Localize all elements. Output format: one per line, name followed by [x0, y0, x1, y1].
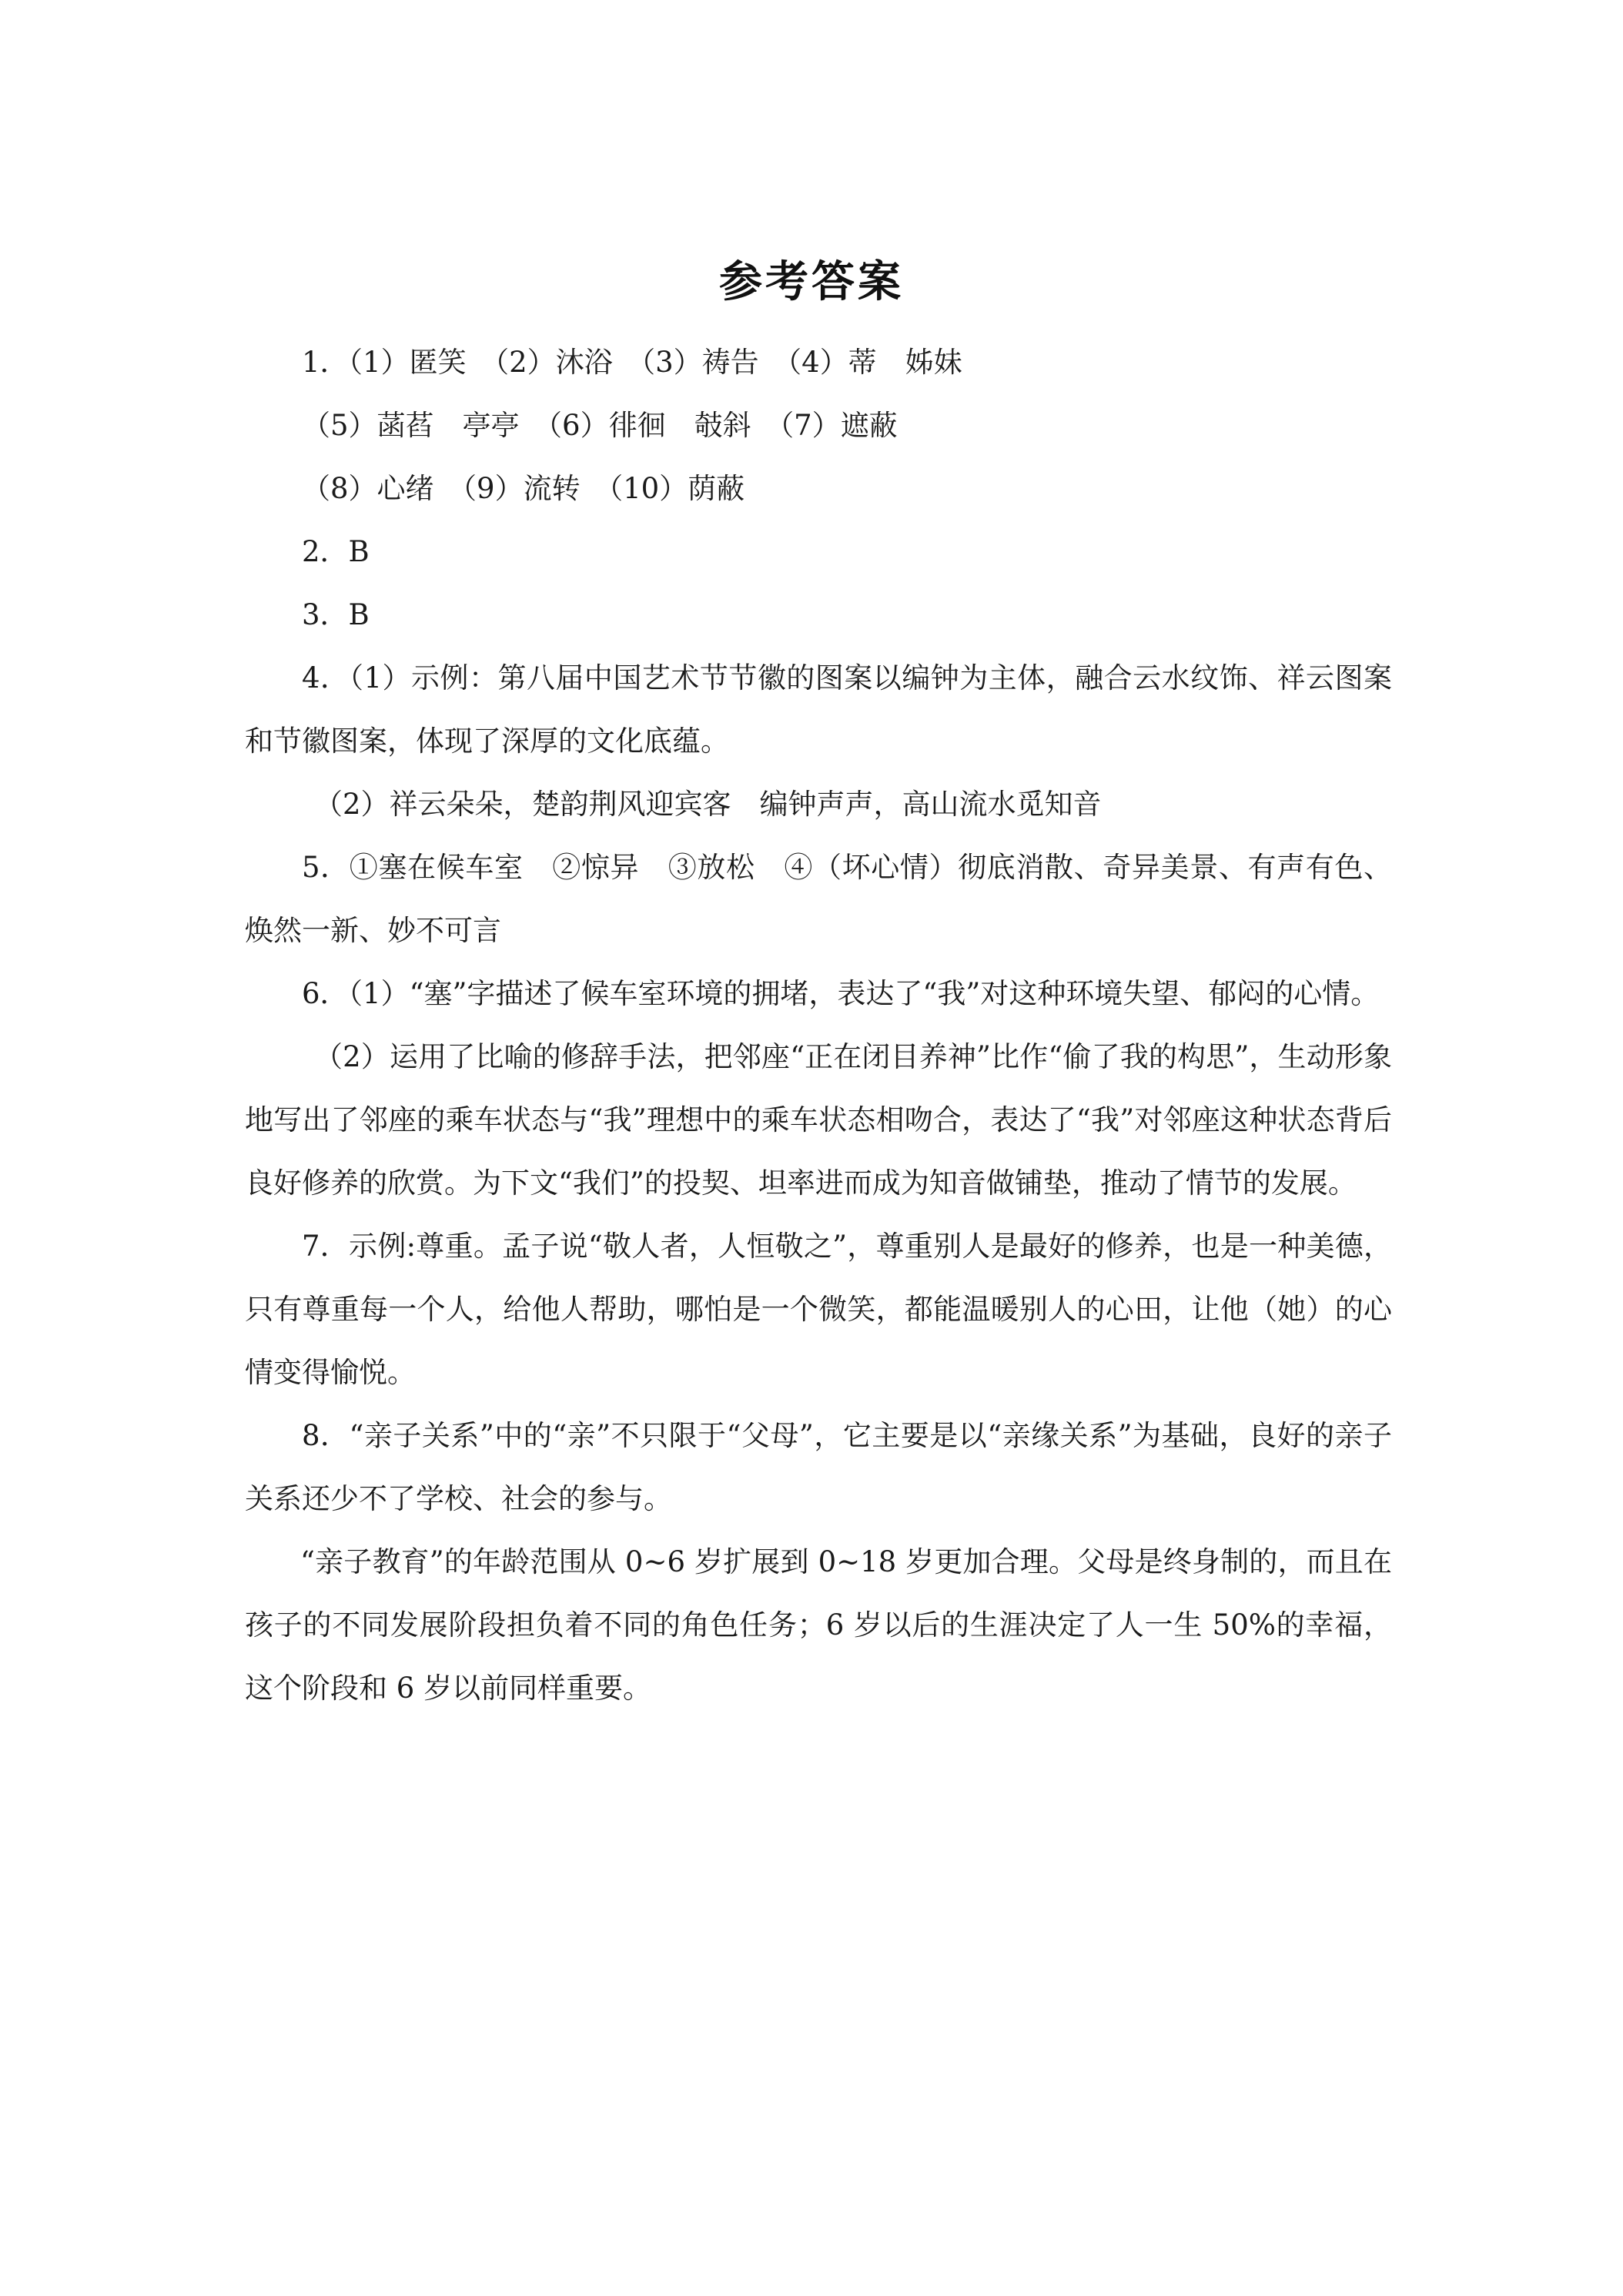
answer-7: 7．示例:尊重。孟子说“敬人者，人恒敬之”，尊重别人是最好的修养，也是一种美德，只有尊重每一个人，给他人帮助，哪怕是一个微笑，都能温暖别人的心田，让他（她）的心情变得愉悦。	[245, 1230, 1392, 1389]
answer-4-part-1: 4．（1）示例：第八届中国艺术节节徽的图案以编钟为主体，融合云水纹饰、祥云图案和节徽图案，体现了深厚的文化底蕴。	[245, 661, 1392, 758]
answer-1-line-3: （8）心绪 （9）流转 （10）荫蔽	[302, 472, 745, 505]
answer-8-continued: “亲子教育”的年龄范围从 0~6 岁扩展到 0~18 岁更加合理。父母是终身制的，而且在孩子的不同发展阶段担负着不同的角色任务；6 岁以后的生涯决定了人一生 50%的幸福，这个阶段和 6 岁以前同样重要。	[245, 1545, 1392, 1705]
answer-8: 8．“亲子关系”中的“亲”不只限于“父母”，它主要是以“亲缘关系”为基础，良好的亲子关系还少不了学校、社会的参与。	[245, 1419, 1392, 1515]
answer-5: 5．①塞在候车室 ②惊异 ③放松 ④（坏心情）彻底消散、奇异美景、有声有色、焕然一新、妙不可言	[245, 851, 1392, 947]
answer-3: 3．B	[302, 598, 370, 631]
page-title: 参考答案	[719, 257, 904, 307]
answer-body	[245, 331, 1392, 1720]
answer-6-part-1: 6．（1）“塞”字描述了候车室环境的拥堵，表达了“我”对这种环境失望、郁闷的心情。	[302, 977, 1380, 1010]
answer-2: 2．B	[302, 535, 370, 568]
answer-1-line-2: （5）菡萏 亭亭 （6）徘徊 攲斜 （7）遮蔽	[302, 409, 898, 442]
answer-4-part-2: （2）祥云朵朵，楚韵荆风迎宾客 编钟声声，高山流水觅知音	[314, 788, 1102, 821]
answer-1-line-1: 1．（1）匿笑 （2）沐浴 （3）祷告 （4）蒂 姊妹	[302, 346, 962, 379]
answer-6-part-2: （2）运用了比喻的修辞手法，把邻座“正在闭目养神”比作“偷了我的构思”，生动形象地写出了邻座的乘车状态与“我”理想中的乘车状态相吻合，表达了“我”对邻座这种状态背后良好修养的欣赏。为下文“我们”的投契、坦率进而成为知音做铺垫，推动了情节的发展。	[245, 1040, 1392, 1200]
